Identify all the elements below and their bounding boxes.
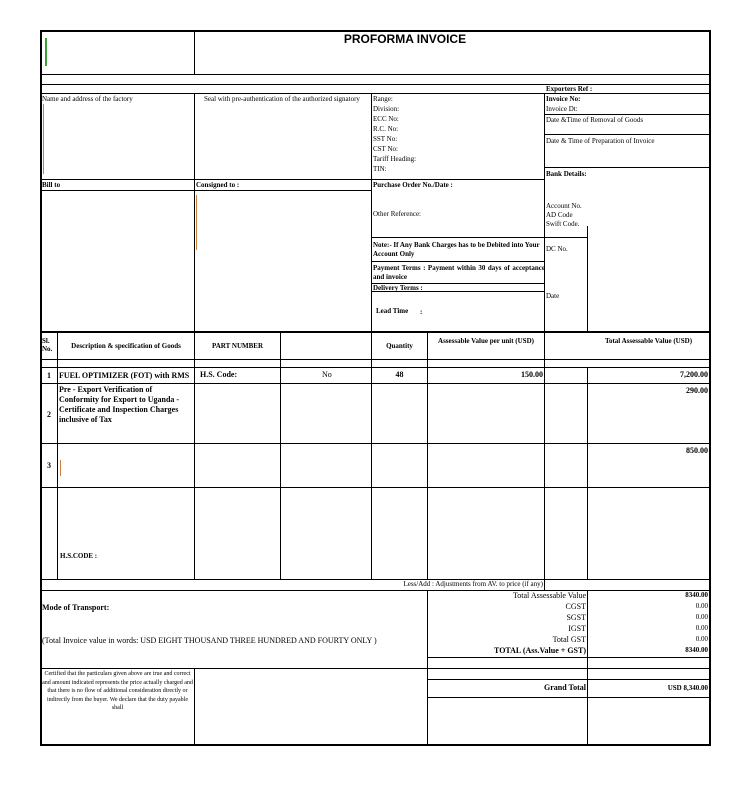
row1-hs-label: H.S. Code: — [200, 370, 238, 379]
rule — [40, 367, 711, 368]
rule — [40, 74, 711, 75]
preparation-datetime-label: Date & Time of Preparation of Invoice — [546, 137, 655, 145]
rule — [427, 657, 711, 658]
consigned-to-label: Consigned to : — [196, 181, 240, 189]
frame-bottom — [40, 744, 711, 746]
row1-hs-value: No — [322, 370, 332, 379]
row2-sl: 2 — [47, 410, 51, 419]
row2-description: Pre - Export Verification of Conformity for Export to Uganda - Certificate and Inspection Charges inclusive of Tax — [59, 385, 180, 424]
ecc-label: ECC No: — [373, 115, 399, 123]
grand-total-value: USD 8,340.00 — [667, 684, 708, 692]
swift-code-label: Swift Code. — [546, 220, 580, 228]
certification-text: Certified that the particulars given above are true and correct and amount indicated represents the price actually charged and that there is no flow of additional consideration directly or indirectly from the buyer. We declare that the duty payable shall — [42, 671, 193, 711]
bank-details-label: Bank Details: — [546, 170, 587, 178]
rule — [544, 167, 711, 168]
summary-label: Total Assessable Value — [512, 591, 586, 600]
col-header-quantity: Quantity — [386, 342, 413, 350]
rule — [40, 84, 711, 85]
row1-sl: 1 — [47, 371, 51, 380]
summary-value: 8340.00 — [685, 646, 708, 654]
col-divider — [544, 331, 545, 579]
col-divider — [427, 331, 428, 579]
adjustment-label: Less/Add : Adjustments from AV. to price (if any) — [403, 580, 543, 588]
mode-of-transport-label: Mode of Transport: — [42, 603, 110, 612]
rule — [544, 114, 711, 115]
rule — [40, 179, 545, 180]
division-label: Division: — [373, 105, 400, 113]
rule — [40, 93, 711, 94]
col-header-unit-value: Assessable Value per unit (USD) — [438, 337, 534, 345]
bill-to-label: Bill to — [42, 181, 61, 189]
payment-terms: Payment Terms : Payment within 30 days of acceptance and invoice — [373, 264, 545, 281]
col-divider — [194, 93, 195, 331]
consignee-accent — [196, 195, 197, 250]
rule — [427, 697, 711, 698]
rule — [40, 383, 711, 384]
row1-total-value: 7,200.00 — [680, 370, 708, 379]
rule — [40, 443, 711, 444]
row3-sl: 3 — [47, 461, 51, 470]
cst-label: CST No: — [373, 145, 398, 153]
amount-in-words: (Total Invoice value in words: USD EIGHT THOUSAND THREE HUNDRED AND FOURTY ONLY ) — [42, 636, 377, 645]
summary-value: 8340.00 — [685, 591, 708, 599]
col-header-total-value: Total Assessable Value (USD) — [604, 337, 693, 345]
row1-quantity: 48 — [395, 370, 404, 379]
rule — [371, 261, 545, 262]
col-divider — [371, 93, 372, 331]
rule — [40, 190, 195, 191]
col-header-sl: Sl. No. — [42, 337, 53, 353]
rule — [544, 237, 587, 238]
factory-address-label: Name and address of the factory — [42, 95, 133, 103]
exporters-ref-label: Exporters Ref : — [546, 85, 593, 93]
summary-label: IGST — [568, 624, 586, 633]
rule — [194, 190, 372, 191]
col-divider — [194, 668, 195, 746]
summary-value: 0.00 — [695, 635, 708, 643]
invoice-no-label: Invoice No: — [546, 95, 581, 103]
tin-label: TIN: — [373, 165, 387, 173]
row3-total-value: 850.00 — [686, 446, 708, 455]
col-divider — [544, 93, 545, 331]
col-divider — [57, 331, 58, 579]
row2-total-value: 290.00 — [686, 386, 708, 395]
col-divider — [194, 331, 195, 579]
invoice-date-label: Invoice Dt: — [546, 105, 578, 113]
account-no-label: Account No. — [546, 202, 582, 210]
rule — [427, 679, 711, 680]
summary-value: 0.00 — [695, 613, 708, 621]
rule — [40, 359, 711, 360]
summary-value: 0.00 — [695, 624, 708, 632]
col-header-description: Description & specification of Goods — [71, 342, 181, 350]
sst-label: SST No: — [373, 135, 398, 143]
summary-label: SGST — [566, 613, 586, 622]
col-header-part-number: PART NUMBER — [211, 342, 264, 350]
rule — [371, 237, 545, 238]
tariff-heading-label: Tariff Heading: — [373, 155, 417, 163]
rule — [40, 487, 711, 488]
logo-mark — [45, 38, 47, 66]
page-title: PROFORMA INVOICE — [343, 32, 467, 46]
rule — [40, 331, 711, 333]
lead-time-label: Lead Time — [376, 307, 409, 315]
col-divider — [544, 579, 545, 590]
removal-datetime-label: Date &Time of Removal of Goods — [546, 116, 644, 124]
other-reference-label: Other Reference: — [373, 210, 421, 218]
range-label: Range: — [373, 95, 393, 103]
row1-unit-value: 150.00 — [521, 370, 543, 379]
frame-right — [709, 30, 711, 746]
seal-label: Seal with pre-authentication of the authorized signatory — [204, 95, 360, 103]
bank-charges-note: Note:- If Any Bank Charges has to be Debited into Your Account Only — [373, 241, 540, 258]
purchase-order-label: Purchase Order No./Date : — [373, 181, 453, 189]
summary-label: TOTAL (Ass.Value + GST) — [494, 646, 586, 655]
row3-accent — [60, 460, 61, 476]
row1-description: FUEL OPTIMIZER (FOT) with RMS — [59, 371, 190, 380]
col-divider — [587, 367, 588, 579]
delivery-terms-label: Delivery Terms : — [373, 284, 423, 292]
col-divider — [371, 331, 372, 579]
col-divider — [280, 331, 281, 579]
rule — [544, 134, 711, 135]
date-label: Date — [546, 292, 560, 300]
summary-label: CGST — [565, 602, 586, 611]
col-divider — [587, 226, 588, 331]
lead-time-colon: : — [420, 308, 423, 316]
ad-code-label: AD Code — [546, 211, 573, 219]
summary-label: Total GST — [552, 635, 586, 644]
grand-total-label: Grand Total — [543, 683, 586, 692]
factory-accent — [43, 104, 44, 174]
dc-no-label: DC No. — [546, 245, 568, 253]
summary-value: 0.00 — [695, 602, 708, 610]
hs-code-label: H.S.CODE : — [60, 552, 98, 560]
rc-label: R.C. No: — [373, 125, 399, 133]
rule — [40, 668, 711, 669]
